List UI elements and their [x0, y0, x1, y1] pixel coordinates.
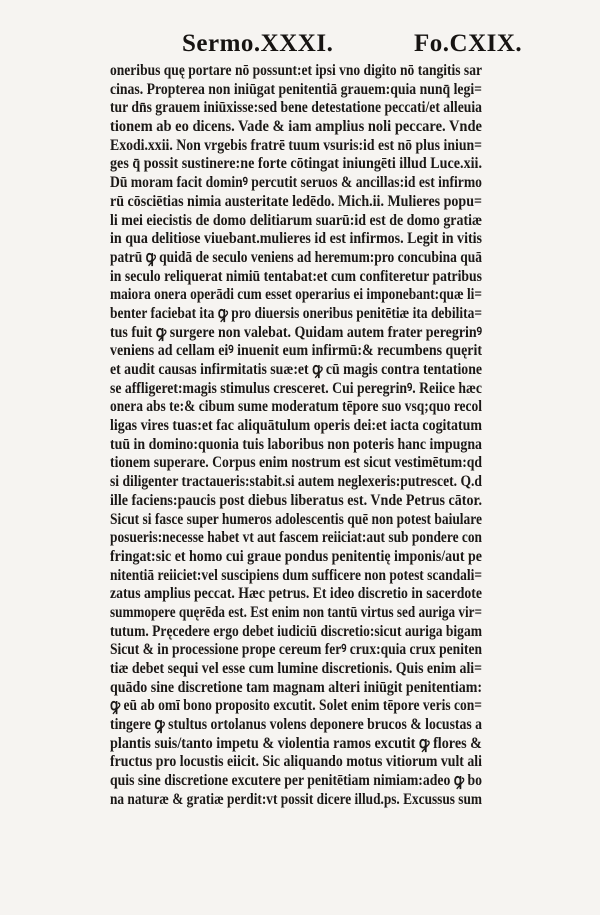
text-line: in qua delitiose viuebant.mulieres id est infirmos. Legit in vitis — [110, 230, 483, 248]
text-line: Sicut si fasce super humeros adolescentis quē non potest baiulare — [110, 510, 482, 528]
text-line: nitentiā reiiciet:vel suscipiens dum sufficere non potest scandali= — [110, 566, 483, 584]
text-line: ꝙ eū ab omī bono proposito excutit. Solet enim tēpore veris con= — [110, 697, 483, 715]
text-line: tuū in domino:quonia tuis laboribus non poteris hanc impugna — [110, 435, 483, 453]
text-line: ges q̄ possit sustinere:ne forte cōtingat iniungēti illud Luce.xii. — [110, 155, 483, 173]
text-line: tionem ab eo dicens. Vade & iam amplius noli peccare. Vnde — [110, 118, 482, 136]
text-line: tur dn̄s grauem iniūxisse:sed bene detestatione peccati/et alleuia — [110, 99, 483, 117]
text-line: tus fuit ꝙ surgere non valebat. Quidam autem frater peregrinꝰ — [110, 323, 483, 341]
text-line: rū cōsciētias nimia austeritate ledēdo. Mich.ii. Mulieres popu= — [110, 192, 482, 210]
text-line: oneribus quę portare nō possunt:et ipsi vno digito nō tangitis sar — [110, 62, 482, 79]
text-line: na naturæ & gratiæ perdit:vt possit dicere illud.ps. Excussus sum — [110, 790, 483, 808]
text-line: fructus pro locustis eiicit. Sic aliquando motus vitiorum vult ali — [110, 753, 482, 771]
text-line: plantis suis/tanto impetu & violentia ramos excutit ꝙ flores & — [110, 734, 482, 752]
running-header — [0, 30, 600, 66]
text-line: li mei eiecistis de domo delitiarum suarū:id est de domo gratiæ — [110, 211, 483, 229]
text-line: quis sine discretione excutere per penitētiam nimiam:adeo ꝙ bo — [110, 772, 483, 790]
text-line: in seculo reliquerat nimiū tentabat:et cum confiteretur patribus — [110, 267, 483, 285]
text-line: Sicut & in processione prope cereum ferꝰ crux:quia crux peniten — [110, 641, 482, 659]
text-line: benter faciebat ita ꝙ pro diuersis oneribus penitētiæ ita debilita= — [110, 304, 482, 322]
folio-number: Fo.CXIX. — [414, 30, 523, 57]
text-line: Dū moram facit dominꝰ percutit seruos & ancillas:id est infirmo — [110, 174, 482, 192]
text-line: fringat:sic et homo cui graue pondus penitentię imponis/aut pe — [110, 547, 482, 565]
text-line: ille faciens:paucis post diebus liberatus est. Vnde Petrus cātor. — [110, 491, 482, 509]
sermon-heading: Sermo.XXXI. — [182, 30, 334, 57]
text-line: tutum. Pręcedere ergo debet iudiciū discretio:sicut auriga bigam — [110, 622, 483, 640]
text-line: posueris:necesse habet vt aut fascem reiiciat:aut sub pondere con — [110, 529, 483, 547]
text-line: tionem superare. Corpus enim nostrum est sicut vestimētum:qd — [110, 454, 483, 472]
body-text-block — [110, 62, 482, 810]
text-line: quādo sine discretione tam magnam alteri iniūgit penitentiam: — [110, 678, 482, 696]
text-line: ligas vires tuas:et fac aliquātulum operis dei:et iacta cogitatum — [110, 417, 483, 435]
text-line: tingere ꝙ stultus ortolanus volens deponere brucos & locustas a — [110, 716, 483, 734]
text-line: zatus amplius peccat. Hæc petrus. Et ideo discretio in sacerdote — [110, 585, 482, 603]
text-line: tiæ debet sequi vel esse cum lumine discretionis. Quis enim ali= — [110, 660, 483, 677]
text-line: si diligenter tractaueris:stabit.si autem neglexeris:putrescet. Q.d — [110, 473, 482, 491]
text-line: Exodi.xxii. Non vrgebis fratrē tuum vsuris:id est nō plus iniun= — [110, 136, 482, 154]
text-line: onera abs te:& cibum sume moderatum tēpore suo vsq;quo recol — [110, 398, 483, 416]
text-line: et audit causas infirmitatis suæ:et ꝙ cū magis contra tentatione — [110, 361, 483, 378]
text-line: veniens ad cellam eiꝰ inuenit eum infirmū:& recumbens quęrit — [110, 342, 483, 360]
text-line: summopere quęrēda est. Est enim non tantū virtus sed auriga vir= — [110, 603, 482, 621]
text-line: patrū ꝙ quidā de seculo veniens ad heremum:pro concubina quā — [110, 248, 482, 266]
text-line: cinas. Propterea non iniūgat penitentiā grauem:quia nunq̄ legi= — [110, 80, 483, 98]
text-line: maiora onera operādi cum esset operarius ei imponebant:quæ li= — [110, 286, 483, 304]
text-line: se affligeret:magis stimulus cresceret. Cui peregrinꝰ. Reiice hæc — [110, 379, 482, 397]
